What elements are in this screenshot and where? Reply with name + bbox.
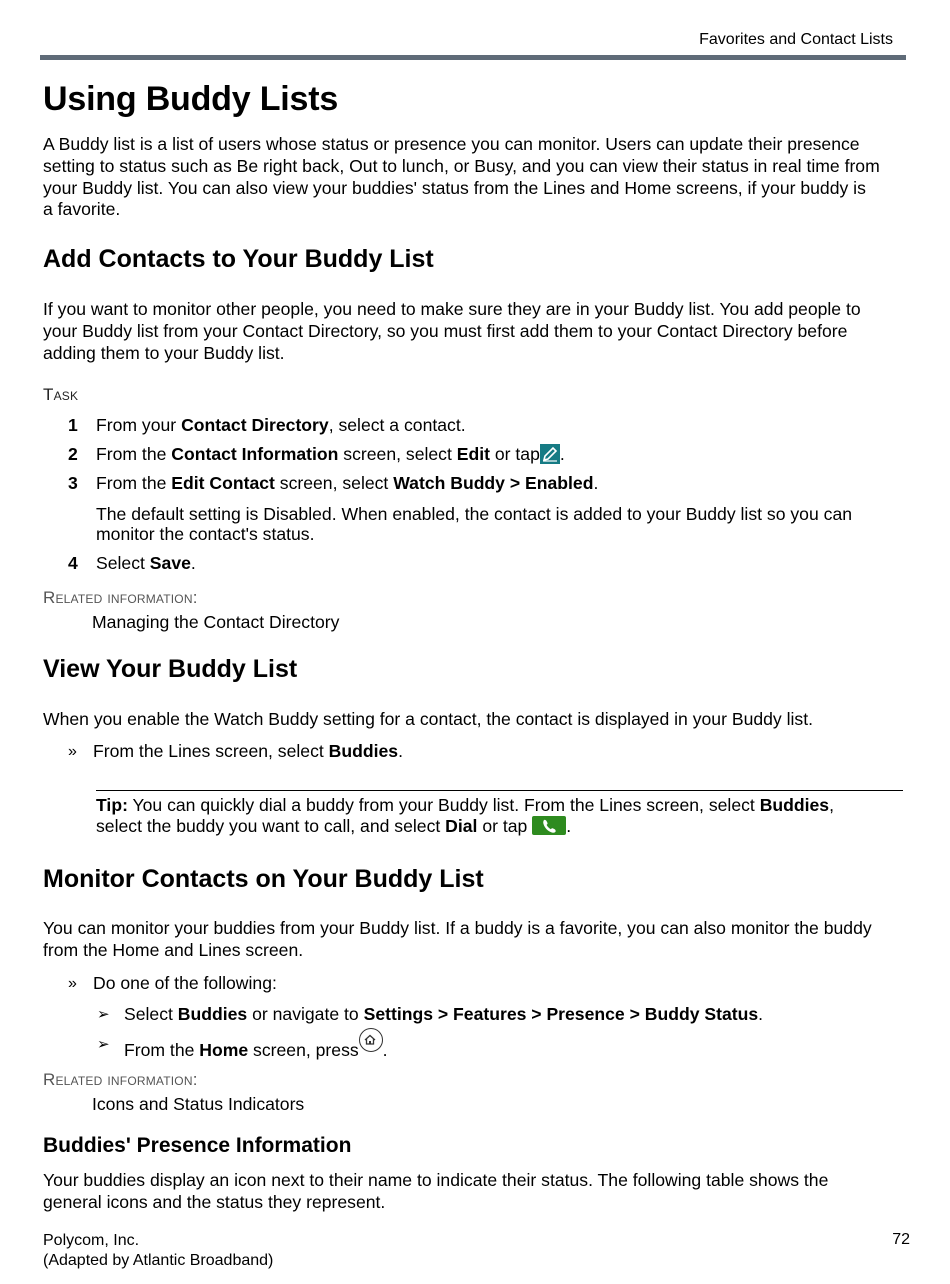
related-info-label: Related information: [43, 588, 198, 607]
ui-term: Contact Directory [181, 415, 329, 435]
ui-term: Watch Buddy > Enabled [393, 473, 594, 493]
step-number: 4 [68, 553, 78, 573]
footer-company [43, 1231, 273, 1271]
view-paragraph: When you enable the Watch Buddy setting for a contact, the contact is displayed in your Buddy list. [43, 709, 813, 729]
task-label: Task [43, 385, 79, 404]
text-run: or tap [477, 815, 533, 836]
text-run: Select [96, 553, 150, 573]
ui-term: Edit [456, 444, 490, 464]
text-run: or navigate to [247, 1004, 364, 1024]
arrow-marker: ➢ [97, 1006, 110, 1023]
page-number: 72 [892, 1231, 910, 1248]
related-link-icons-status[interactable]: Icons and Status Indicators [92, 1094, 305, 1114]
footer-adapted-note: (Adapted by Atlantic Broadband) [43, 1252, 274, 1269]
header-rule [40, 55, 906, 60]
intro-paragraph [43, 134, 905, 221]
tip-line [96, 816, 886, 837]
tip-box [96, 795, 886, 836]
note-line: The default setting is Disabled. When enabled, the contact is added to your Buddy list so you can [96, 504, 853, 524]
intro-line: setting to status such as Be right back, Out to lunch, or Busy, and you can view their status in real time from [43, 155, 880, 176]
ui-term: Buddies [328, 741, 399, 761]
page-title: Using Buddy Lists [43, 80, 339, 118]
ui-term: Buddies [177, 1004, 248, 1024]
para-line: adding them to your Buddy list. [43, 342, 285, 363]
bullet-marker: » [68, 975, 77, 992]
section-heading-add-contacts: Add Contacts to Your Buddy List [43, 245, 434, 273]
related-info-label: Related information: [43, 1070, 198, 1089]
step-number: 1 [68, 415, 78, 435]
intro-line: your Buddy list. You can also view your buddies' status from the Lines and Home screens, if your buddy is [43, 177, 866, 198]
bullet-marker: » [68, 743, 77, 760]
monitor-sub-item-1 [124, 1004, 763, 1025]
ui-term: Home [199, 1040, 249, 1060]
text-run: From the [96, 444, 172, 464]
ui-term: Buddies [759, 795, 830, 815]
text-run: . [758, 1004, 764, 1024]
text-run: . [559, 444, 565, 464]
text-run: From the [124, 1040, 200, 1060]
related-link-contact-directory[interactable]: Managing the Contact Directory [92, 612, 340, 632]
monitor-bullet-text: Do one of the following: [93, 973, 277, 993]
para-line: Your buddies display an icon next to their name to indicate their status. The following table shows the [43, 1170, 829, 1190]
monitor-paragraph [43, 918, 905, 962]
arrow-marker: ➢ [97, 1036, 110, 1053]
intro-line: a favorite. [43, 199, 121, 220]
para-line: your Buddy list from your Contact Directory, so you must first add them to your Contact Directory before [43, 320, 848, 341]
para-line: general icons and the status they represent. [43, 1191, 386, 1212]
text-run: , [829, 795, 834, 815]
pencil-edit-icon [540, 444, 560, 464]
text-run: screen, press [248, 1040, 359, 1060]
text-run: Select [124, 1004, 178, 1024]
para-line: You can monitor your buddies from your Buddy list. If a buddy is a favorite, you can also monitor the buddy [43, 918, 872, 938]
ui-term: Edit Contact [171, 473, 275, 493]
step-4-text [96, 553, 196, 574]
tip-label: Tip: [96, 795, 128, 815]
step-number: 3 [68, 473, 78, 493]
home-button-icon [359, 1028, 383, 1052]
ui-term: Settings > Features > Presence > Buddy Status [363, 1004, 759, 1024]
para-line: from the Home and Lines screen. [43, 939, 304, 960]
section-heading-view-buddy-list: View Your Buddy List [43, 655, 298, 683]
view-bullet-text [93, 741, 403, 762]
text-run: . [566, 815, 572, 836]
text-run: screen, select [338, 444, 457, 464]
step-3-text [96, 473, 598, 494]
footer-company-name: Polycom, Inc. [43, 1232, 140, 1249]
step-1-text [96, 415, 466, 436]
ui-term: Contact Information [171, 444, 339, 464]
tip-line [96, 795, 886, 816]
text-run: . [398, 741, 403, 761]
para-line: If you want to monitor other people, you need to make sure they are in your Buddy list. You add people to [43, 299, 861, 319]
text-run: . [190, 553, 196, 573]
step-number: 2 [68, 444, 78, 464]
tip-rule [96, 790, 903, 791]
step-3-note [96, 504, 896, 544]
text-run: or tap [489, 444, 540, 464]
text-run: . [593, 473, 599, 493]
monitor-sub-item-2 [124, 1034, 388, 1061]
text-run: select the buddy you want to call, and select [96, 815, 446, 836]
section-heading-monitor-contacts: Monitor Contacts on Your Buddy List [43, 865, 484, 893]
text-run: . [382, 1040, 388, 1060]
phone-dial-icon [532, 816, 566, 835]
intro-line: A Buddy list is a list of users whose status or presence you can monitor. Users can update their presence [43, 134, 860, 154]
text-run: screen, select [274, 473, 394, 493]
text-run: , select a contact. [328, 415, 466, 435]
step-2-text [96, 444, 565, 465]
add-contacts-paragraph [43, 299, 905, 364]
ui-term: Save [149, 553, 191, 573]
note-line: monitor the contact's status. [96, 524, 315, 544]
section-heading-presence-info: Buddies' Presence Information [43, 1134, 352, 1157]
presence-paragraph [43, 1170, 905, 1214]
text-run: From the Lines screen, select [93, 741, 329, 761]
ui-term: Dial [445, 815, 478, 836]
text-run: From your [96, 415, 182, 435]
running-header: Favorites and Contact Lists [699, 31, 893, 48]
text-run: From the [96, 473, 172, 493]
text-run: You can quickly dial a buddy from your Buddy list. From the Lines screen, select [127, 795, 760, 815]
